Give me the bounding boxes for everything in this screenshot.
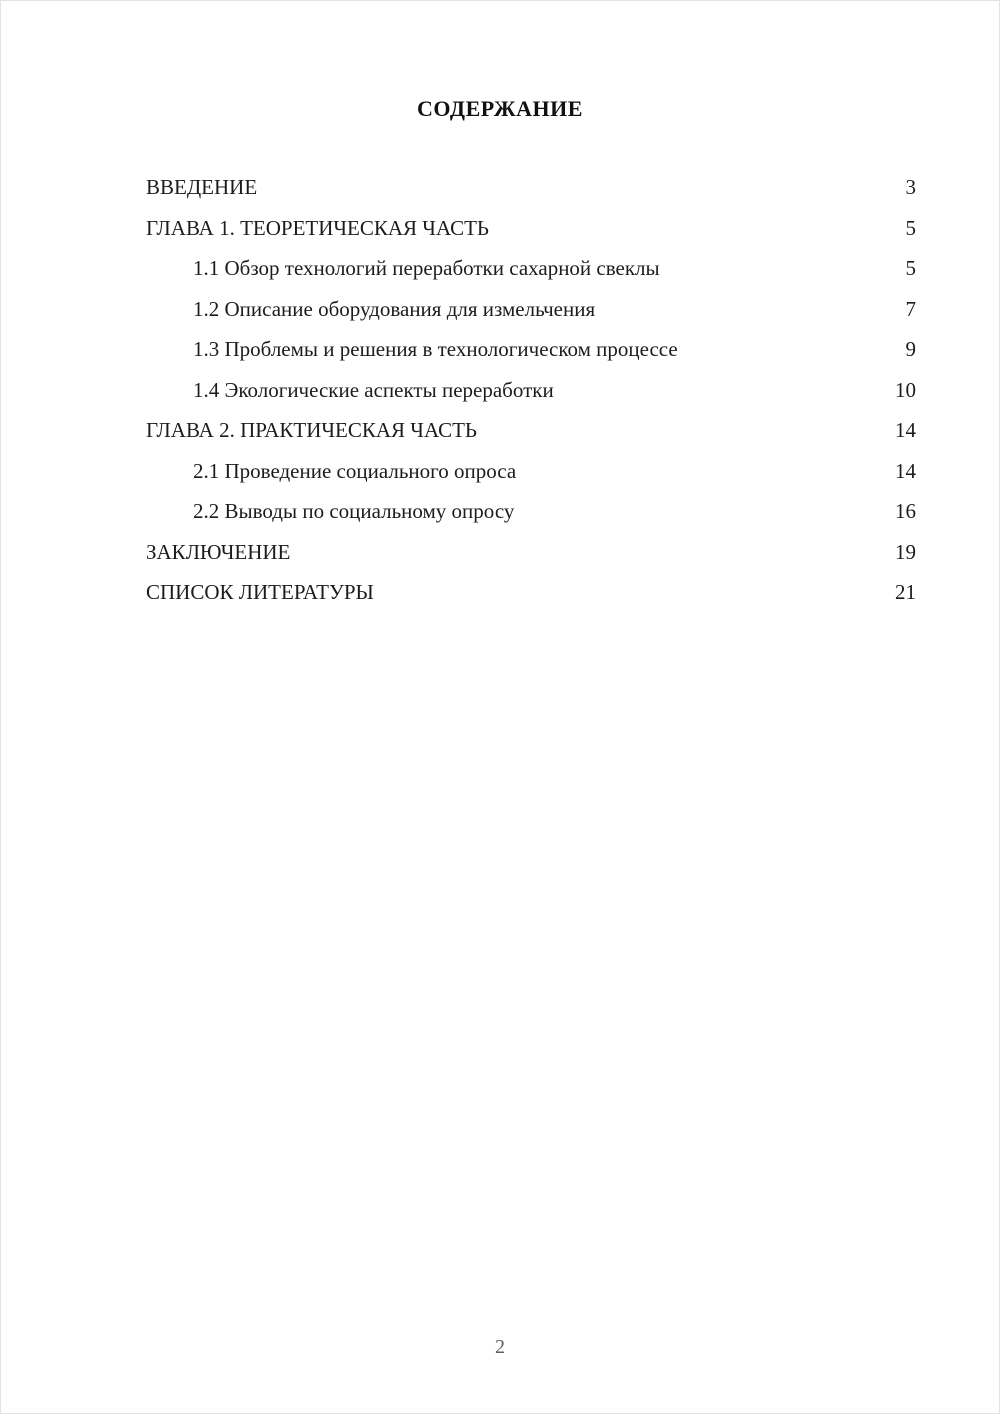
toc-entry [146,370,916,411]
toc-entry [146,167,916,208]
toc-entry-page: 14 [895,458,916,483]
footer-page-number: 2 [495,1336,505,1358]
toc-entry [146,248,916,289]
toc-entry-label: 1.1 Обзор технологий переработки сахарной свеклы [193,256,660,280]
toc-entry [146,491,916,532]
toc-entry-page: 16 [895,499,916,523]
toc-entry [146,572,916,613]
toc-entry-page: 3 [905,175,916,199]
toc-entry-label: ГЛАВА 1. ТЕОРЕТИЧЕСКАЯ ЧАСТЬ [146,215,489,240]
toc-entry-page: 5 [905,256,916,280]
toc-entry-page: 14 [895,418,916,442]
toc-entry-label: СПИСОК ЛИТЕРАТУРЫ [146,580,374,604]
toc-entry [146,451,916,492]
toc-entry-page: 9 [905,337,916,361]
toc-entry-label: 2.2 Выводы по социальному опросу [193,499,515,523]
toc-entry [146,329,916,370]
document-page [1,1,999,1413]
toc-entry-label: 1.3 Проблемы и решения в технологическом процессе [193,337,678,361]
toc-entry-page: 7 [905,296,916,321]
toc-entry [146,208,916,249]
toc-entry-label: 1.4 Экологические аспекты переработки [193,377,554,402]
toc-entry-page: 21 [895,580,916,604]
toc-entry [146,410,916,451]
toc-entry [146,289,916,330]
toc-entry [146,532,916,573]
page-title: СОДЕРЖАНИЕ [417,96,583,121]
toc-entry-label: 2.1 Проведение социального опроса [193,458,517,483]
toc-list [146,167,916,613]
toc-entry-page: 5 [905,215,916,240]
toc-entry-label: ВВЕДЕНИЕ [146,175,258,199]
toc-entry-page: 19 [895,539,916,564]
toc-entry-label: 1.2 Описание оборудования для измельчения [193,296,596,321]
toc-entry-label: ЗАКЛЮЧЕНИЕ [146,539,291,564]
toc-entry-page: 10 [895,377,916,402]
toc-entry-label: ГЛАВА 2. ПРАКТИЧЕСКАЯ ЧАСТЬ [146,418,477,442]
